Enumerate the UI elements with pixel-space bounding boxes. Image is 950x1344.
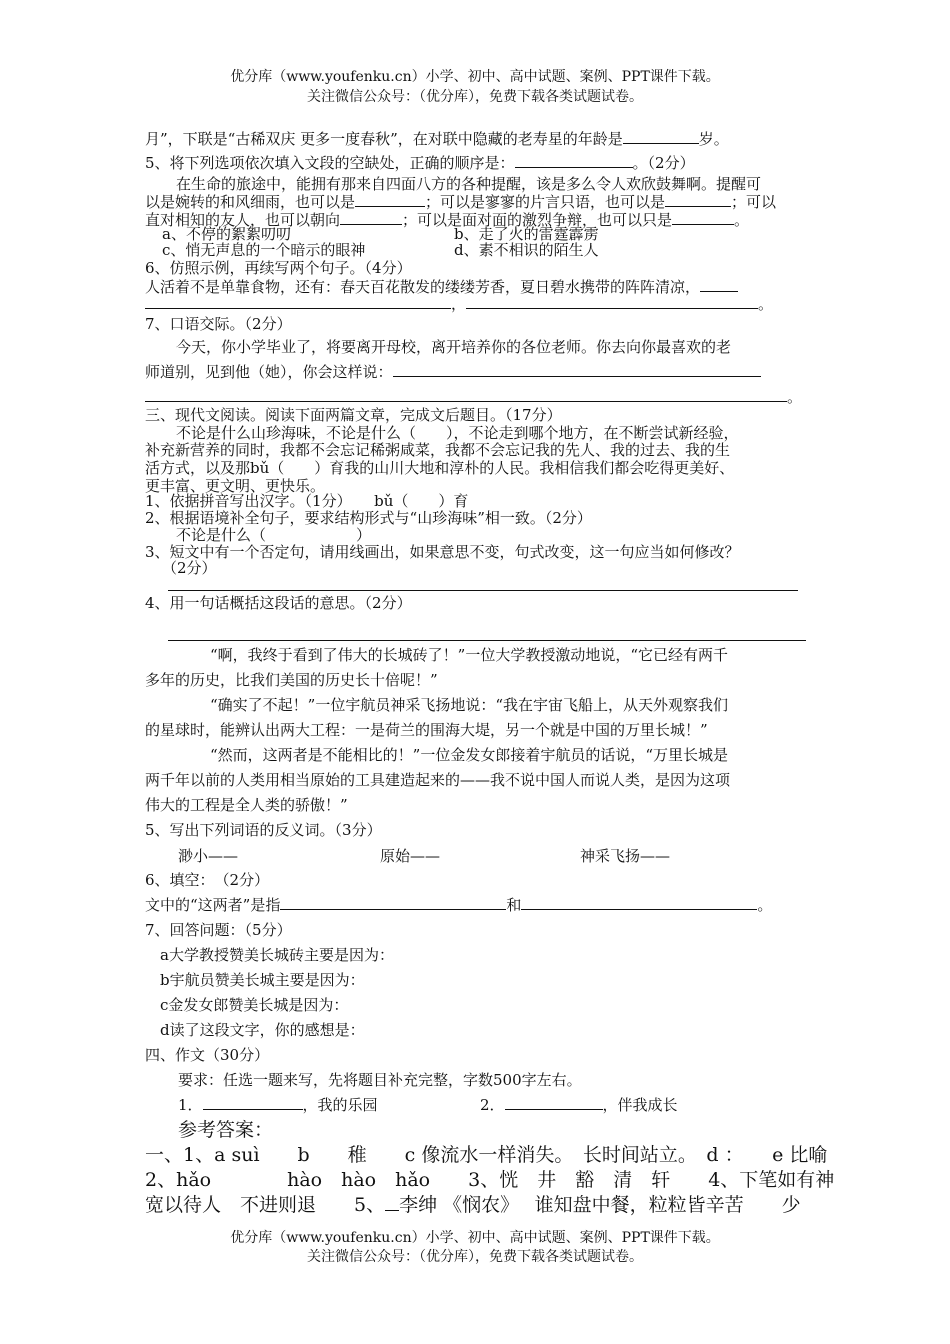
passage-2-line-7: 伟大的工程是全人类的骄傲！”: [145, 796, 348, 814]
p3-question-1: 1、依据拼音写出汉字。（1分） bǔ（ ）育: [145, 492, 469, 510]
footer-line-1: 优分库（www.youfenku.cn）小学、初中、高中试题、案例、PPT课件下载。: [230, 1230, 720, 1246]
q6-answer-line: [145, 294, 773, 314]
p3-question-6: 6、填空： （2分）: [145, 871, 270, 889]
q7-part-b: b宇航员赞美长城主要是因为：: [160, 971, 365, 989]
question-7: 7、口语交际。（2分）: [145, 315, 292, 333]
question-6: 6、仿照示例，再续写两个句子。（4分）: [145, 259, 412, 277]
passage-2-line-3: “确实了不起！”一位宇航员神采飞扬地说：“我在宇宙飞船上，从天外观察我们: [210, 696, 729, 714]
antonym-2: 原始——: [380, 847, 441, 865]
q5-score: 。（2分）: [632, 154, 695, 172]
passage-1-line-1: 不论是什么山珍海味，不论是什么（ ），不论走到哪个地方，在不断尝试新经验，: [176, 424, 739, 442]
passage-2-line-2: 多年的历史，比我们美国的历史长十倍呢！”: [145, 671, 438, 689]
passage-2-line-1: “啊，我终于看到了伟大的长城砖了！”一位大学教授激动地说，“它已经有两千: [210, 646, 729, 664]
q7-line-1: 今天，你小学毕业了，将要离开母校，离开培养你的各位老师。你去向你最喜欢的老: [176, 338, 732, 356]
header-line-1: 优分库（www.youfenku.cn）小学、初中、高中试题、案例、PPT课件下载。: [230, 69, 720, 85]
answers-title: 参考答案：: [178, 1119, 274, 1141]
p3-question-2-line: 不论是什么（ ）: [176, 526, 372, 544]
q5-passage-line-2: [145, 192, 776, 212]
answers-line-3: [145, 1193, 801, 1217]
answer-blank[interactable]: [145, 294, 451, 309]
q5-p2-text-b: ；可以是寥寥的片言只语，也可以是: [425, 193, 666, 211]
q4-tail: [145, 129, 729, 149]
q6-comma: ，: [451, 295, 467, 313]
essay-topic-1-text: ，我的乐园: [302, 1096, 378, 1114]
q7-part-d: d读了这段文字，你的感想是：: [160, 1021, 365, 1039]
q7-part-a: a大学教授赞美长城砖主要是因为：: [160, 946, 394, 964]
answer-line[interactable]: [168, 590, 798, 591]
answer-blank[interactable]: [515, 153, 633, 168]
option-c: c、悄无声息的一个暗示的眼神: [162, 241, 366, 259]
essay-topic-2-text: ，伴我成长: [602, 1096, 678, 1114]
answers-line-3-b: 李绅 《悯农》 谁知盘中餐，粒粒皆辛苦 少: [399, 1194, 801, 1216]
q7-part-c: c金发女郎赞美长城是因为：: [160, 996, 349, 1014]
q5-p3-text-c: 。: [734, 211, 750, 229]
p3-question-2: 2、根据语境补全句子，要求结构形式与“山珍海味”相一致。（2分）: [145, 509, 592, 527]
p3-question-3-score: （2分）: [162, 559, 217, 577]
answers-line-3-a: 宽以待人 不进则退 5、: [145, 1194, 386, 1216]
section-4-title: 四、作文（30分）: [145, 1046, 270, 1064]
q7-line-2-text: 师道别，见到他（她），你会这样说：: [145, 363, 393, 381]
q6-fill-end: 。: [757, 896, 773, 914]
answer-blank[interactable]: [672, 210, 734, 225]
p3-question-6-fill: [145, 895, 772, 915]
p3-question-7: 7、回答问题：（5分）: [145, 921, 292, 939]
answer-blank[interactable]: [521, 895, 757, 910]
q6-end: 。: [758, 295, 774, 313]
answer-blank: [385, 1194, 399, 1211]
q5-text: 5、将下列选项依次填入文段的空缺处，正确的顺序是：: [145, 154, 515, 172]
option-b: b、走了火的雷霆霹雳: [454, 225, 599, 243]
essay-topic-1-number: 1．: [178, 1096, 203, 1114]
answer-blank[interactable]: [665, 192, 731, 207]
essay-topic-1: [178, 1095, 378, 1115]
answers-line-2: 2、hǎo hào hào hǎo 3、恍 井 豁 清 轩 4、下笔如有神: [145, 1169, 835, 1191]
q5-p3-text-b: ；可以是面对面的激烈争辩，也可以只是: [402, 211, 673, 229]
answer-blank[interactable]: [505, 1095, 603, 1110]
q5-passage-line-1: 在生命的旅途中，能拥有那来自四面八方的各种提醒，该是多么令人欢欣鼓舞啊。提醒可: [176, 175, 762, 193]
footer-line-2: 关注微信公众号：（优分库），免费下载各类试题试卷。: [307, 1249, 643, 1265]
essay-requirement: 要求：任选一题来写，先将题目补充完整，字数500字左右。: [178, 1071, 582, 1089]
q5-p2-text-c: ；可以: [731, 193, 777, 211]
q4-tail-text: 月”，下联是“古稀双庆 更多一度春秋”，在对联中隐藏的老寿星的年龄是: [145, 130, 623, 148]
answer-blank[interactable]: [700, 277, 738, 292]
p3-question-3: 3、短文中有一个否定句，请用线画出，如果意思不变，句式改变，这一句应当如何修改？: [145, 543, 740, 561]
q5-p2-text-a: 以是婉转的和风细雨，也可以是: [145, 193, 356, 211]
q6-example-text: 人活着不是单靠食物，还有：春天百花散发的缕缕芳香，夏日碧水携带的阵阵清凉，: [145, 278, 701, 296]
question-5: [145, 153, 695, 173]
q7-end: 。: [787, 388, 803, 406]
p3-question-4: 4、用一句话概括这段话的意思。（2分）: [145, 594, 412, 612]
passage-1-line-2: 补充新营养的同时，我都不会忘记稀粥咸菜，我都不会忘记我的先人、我的过去、我的生: [145, 441, 731, 459]
answer-blank[interactable]: [145, 387, 787, 402]
passage-1-line-3: 活方式，以及那bǔ（ ）育我的山川大地和淳朴的人民。我相信我们都会吃得更美好、: [145, 459, 735, 477]
essay-topic-2-number: 2．: [480, 1096, 505, 1114]
essay-topic-2: [480, 1095, 678, 1115]
answer-blank[interactable]: [203, 1095, 303, 1110]
answer-line[interactable]: [168, 640, 806, 641]
option-a: a、不停的絮絮叨叨: [162, 225, 291, 243]
answer-blank[interactable]: [280, 895, 506, 910]
q4-tail-unit: 岁。: [698, 130, 729, 148]
answer-blank[interactable]: [466, 294, 758, 309]
passage-1-line-4: 更丰富、更文明、更快乐。: [145, 477, 326, 495]
q5-p3-text-a: 直对相知的友人，也可以朝向: [145, 211, 341, 229]
passage-2-line-6: 两千年以前的人类用相当原始的工具建造起来的——我不说中国人而说人类，是因为这项: [145, 771, 731, 789]
answer-blank[interactable]: [340, 210, 402, 225]
q7-line-2: [145, 362, 761, 382]
passage-2-line-5: “然而，这两者是不能相比的！”一位金发女郎接着宇航员的话说，“万里长城是: [210, 746, 729, 764]
option-d: d、素不相识的陌生人: [454, 241, 599, 259]
answer-blank[interactable]: [393, 362, 761, 377]
answers-line-1: 一、1、a suì b 稚 c 像流水一样消失。 长时间站立。 d ： e 比喻: [145, 1144, 828, 1166]
answer-blank[interactable]: [623, 129, 699, 144]
section-3-title: 三、现代文阅读。阅读下面两篇文章，完成文后题目。（17分）: [145, 406, 562, 424]
header-line-2: 关注微信公众号：（优分库），免费下载各类试题试卷。: [307, 89, 643, 105]
passage-2-line-4: 的星球时，能辨认出两大工程：一是荷兰的围海大堤，另一个就是中国的万里长城！”: [145, 721, 708, 739]
antonym-1: 渺小——: [178, 847, 239, 865]
q6-fill-and: 和: [506, 896, 522, 914]
answer-blank[interactable]: [355, 192, 425, 207]
p3-question-5: 5、写出下列词语的反义词。（3分）: [145, 821, 382, 839]
q7-line-3: [145, 387, 802, 407]
q6-fill-text: 文中的“这两者”是指: [145, 896, 281, 914]
antonym-3: 神采飞扬——: [580, 847, 671, 865]
